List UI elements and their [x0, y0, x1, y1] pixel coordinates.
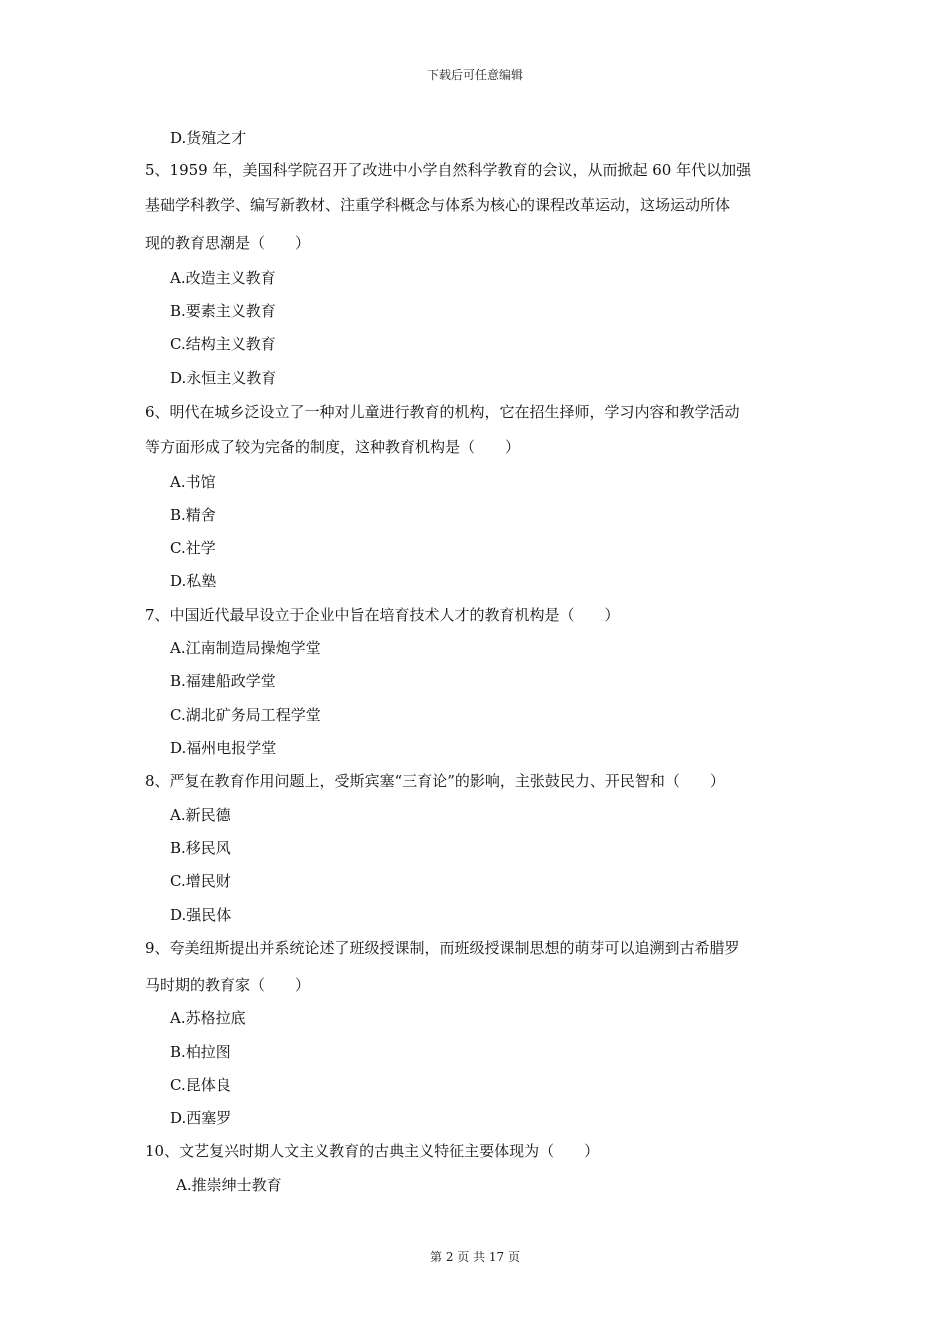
question-text-line: 5、1959 年，美国科学院召开了改进中小学自然科学教育的会议，从而掀起 60 年代以加强 — [145, 161, 752, 179]
answer-option: A.推崇绅士教育 — [176, 1176, 282, 1194]
answer-option: D.西塞罗 — [170, 1109, 232, 1127]
answer-option: D.私塾 — [170, 572, 217, 590]
answer-option: C.增民财 — [170, 872, 231, 890]
answer-option: C.湖北矿务局工程学堂 — [170, 706, 321, 724]
question-text-line: 6、明代在城乡泛设立了一种对儿童进行教育的机构，它在招生择师，学习内容和教学活动 — [145, 403, 740, 421]
answer-option: D.福州电报学堂 — [170, 739, 277, 757]
answer-option: D.货殖之才 — [170, 129, 247, 147]
answer-option: A.苏格拉底 — [170, 1009, 246, 1027]
answer-option: A.新民德 — [170, 806, 231, 824]
question-text-line: 基础学科教学、编写新教材、注重学科概念与体系为核心的课程改革运动，这场运动所体 — [145, 196, 731, 214]
question-text-line: 9、夸美纽斯提出并系统论述了班级授课制，而班级授课制思想的萌芽可以追溯到古希腊罗 — [145, 939, 740, 957]
question-text-line: 现的教育思潮是（ ） — [145, 234, 311, 252]
question-text-line: 10、文艺复兴时期人文主义教育的古典主义特征主要体现为（ ） — [145, 1142, 600, 1160]
answer-option: B.移民风 — [170, 839, 231, 857]
answer-option: B.精舍 — [170, 506, 216, 524]
answer-option: C.昆体良 — [170, 1076, 231, 1094]
answer-option: C.结构主义教育 — [170, 335, 276, 353]
answer-option: D.永恒主义教育 — [170, 369, 277, 387]
page-footer: 第 2 页 共 17 页 — [430, 1250, 520, 1264]
answer-option: A.改造主义教育 — [170, 269, 276, 287]
answer-option: B.要素主义教育 — [170, 302, 276, 320]
question-text-line: 马时期的教育家（ ） — [145, 976, 311, 994]
answer-option: B.福建船政学堂 — [170, 672, 276, 690]
answer-option: D.强民体 — [170, 906, 232, 924]
answer-option: B.柏拉图 — [170, 1043, 231, 1061]
page-header: 下载后可任意编辑 — [426, 68, 523, 82]
question-text-line: 等方面形成了较为完备的制度，这种教育机构是（ ） — [145, 438, 521, 456]
answer-option: A.书馆 — [170, 473, 216, 491]
question-text-line: 7、中国近代最早设立于企业中旨在培育技术人才的教育机构是（ ） — [145, 606, 620, 624]
question-text-line: 8、严复在教育作用问题上，受斯宾塞“三育论”的影响，主张鼓民力、开民智和（ ） — [145, 772, 725, 790]
answer-option: A.江南制造局操炮学堂 — [170, 639, 321, 657]
answer-option: C.社学 — [170, 539, 216, 557]
